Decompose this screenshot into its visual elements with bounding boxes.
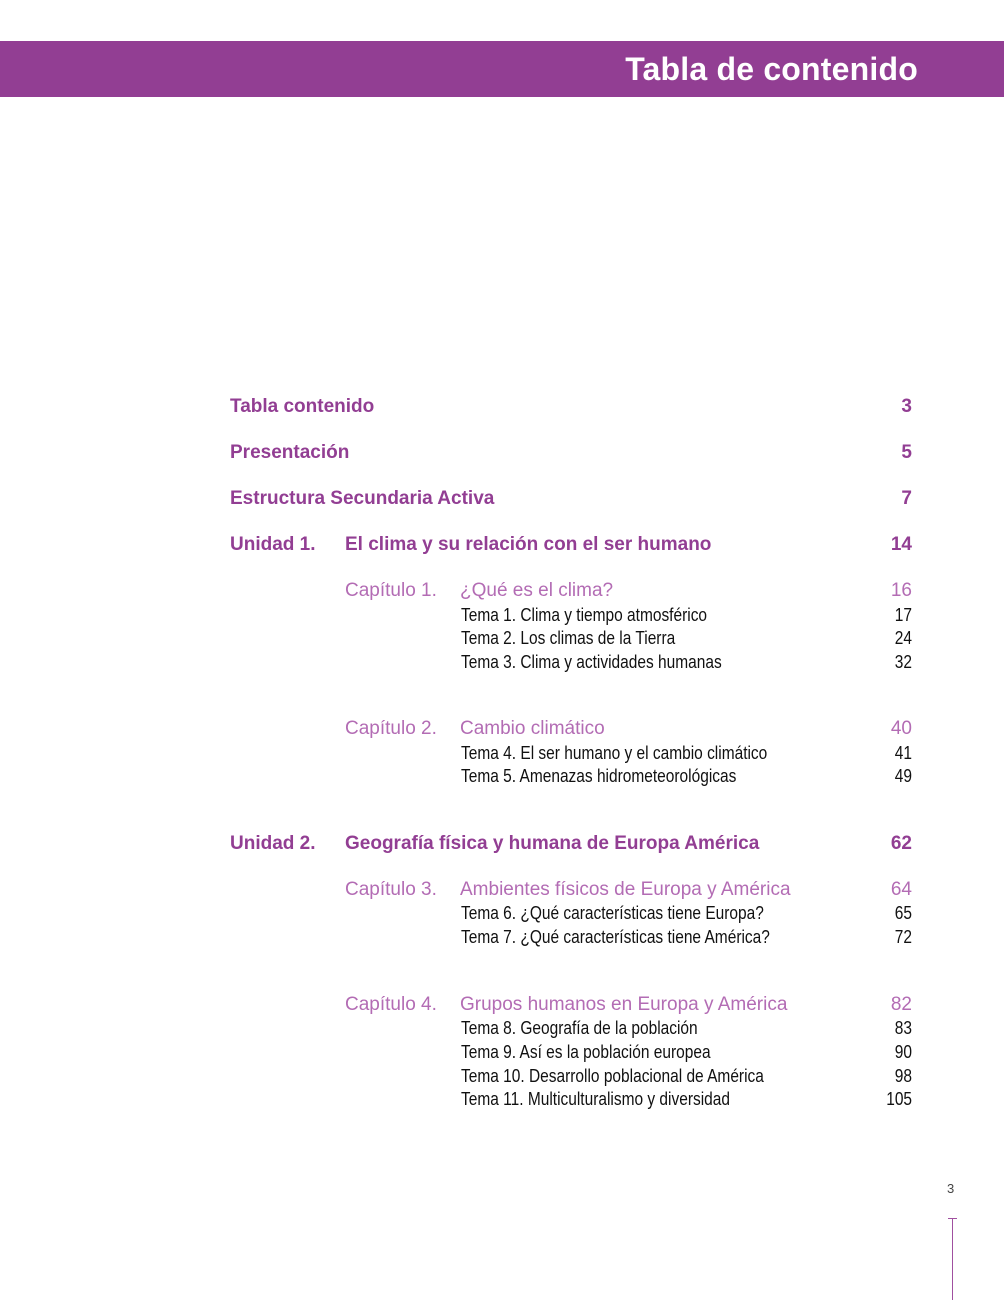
toc-entry-estructura[interactable] xyxy=(0,486,1004,512)
page-title: Tabla de contenido xyxy=(625,51,918,87)
topic-page: 98 xyxy=(894,1066,912,1086)
toc-chapter-1[interactable] xyxy=(0,578,1004,604)
chapter-title: ¿Qué es el clima? xyxy=(460,580,614,601)
chapter-page: 64 xyxy=(890,879,912,900)
toc-topic-2[interactable] xyxy=(0,626,1004,650)
toc-entry-title: Presentación xyxy=(230,442,350,463)
toc-topic-4[interactable] xyxy=(0,741,1004,765)
chapter-title: Ambientes físicos de Europa y América xyxy=(460,879,791,900)
toc-chapter-3[interactable] xyxy=(0,877,1004,903)
topic-title: Tema 6. ¿Qué características tiene Europa? xyxy=(461,903,764,923)
toc-entry-page: 5 xyxy=(901,442,912,463)
topic-title: Tema 10. Desarrollo poblacional de América xyxy=(461,1066,764,1086)
chapter-title: Cambio climático xyxy=(460,718,605,739)
topic-title: Tema 1. Clima y tiempo atmosférico xyxy=(461,605,708,625)
toc-entry-tabla-contenido[interactable] xyxy=(0,394,1004,420)
topic-page: 105 xyxy=(886,1089,912,1109)
topic-page: 49 xyxy=(894,766,912,786)
topic-title: Tema 11. Multiculturalismo y diversidad xyxy=(461,1089,731,1109)
toc-topic-5[interactable] xyxy=(0,764,1004,788)
toc-chapter-2[interactable] xyxy=(0,716,1004,742)
topic-title: Tema 9. Así es la población europea xyxy=(461,1042,711,1062)
chapter-title: Grupos humanos en Europa y América xyxy=(460,994,788,1015)
toc-unit-2[interactable] xyxy=(0,831,1004,857)
toc-entry-title: Tabla contenido xyxy=(230,396,375,417)
topic-title: Tema 5. Amenazas hidrometeorológicas xyxy=(461,766,737,786)
toc-topic-9[interactable] xyxy=(0,1040,1004,1064)
unit-title: Geografía física y humana de Europa América xyxy=(345,833,760,854)
topic-page: 24 xyxy=(894,628,912,648)
topic-page: 65 xyxy=(894,903,912,923)
topic-page: 72 xyxy=(894,927,912,947)
toc-topic-11[interactable] xyxy=(0,1087,1004,1111)
toc-entry-title: Estructura Secundaria Activa xyxy=(230,488,495,509)
unit-page: 14 xyxy=(890,534,912,555)
chapter-label: Capítulo 4. xyxy=(345,994,437,1015)
toc-chapter-4[interactable] xyxy=(0,992,1004,1018)
unit-page: 62 xyxy=(890,833,912,854)
toc-entry-page: 7 xyxy=(901,488,912,509)
toc-entry-presentacion[interactable] xyxy=(0,440,1004,466)
topic-page: 90 xyxy=(894,1042,912,1062)
toc-topic-7[interactable] xyxy=(0,925,1004,949)
toc-topic-10[interactable] xyxy=(0,1064,1004,1088)
unit-label: Unidad 2. xyxy=(230,833,316,854)
topic-page: 32 xyxy=(894,652,912,672)
toc-unit-1[interactable] xyxy=(0,532,1004,558)
topic-title: Tema 2. Los climas de la Tierra xyxy=(461,628,676,648)
topic-title: Tema 7. ¿Qué características tiene América? xyxy=(461,927,770,947)
topic-title: Tema 8. Geografía de la población xyxy=(461,1018,698,1038)
topic-title: Tema 3. Clima y actividades humanas xyxy=(461,652,722,672)
toc-entry-page: 3 xyxy=(901,396,912,417)
topic-page: 17 xyxy=(894,605,912,625)
topic-page: 41 xyxy=(894,743,912,763)
page-number: 3 xyxy=(947,1181,955,1196)
topic-page: 83 xyxy=(894,1018,912,1038)
margin-line xyxy=(952,1218,953,1300)
topic-title: Tema 4. El ser humano y el cambio climático xyxy=(461,743,768,763)
toc-topic-3[interactable] xyxy=(0,650,1004,674)
chapter-label: Capítulo 1. xyxy=(345,580,437,601)
chapter-label: Capítulo 3. xyxy=(345,879,437,900)
chapter-page: 16 xyxy=(890,580,912,601)
toc-topic-6[interactable] xyxy=(0,901,1004,925)
chapter-label: Capítulo 2. xyxy=(345,718,437,739)
chapter-page: 82 xyxy=(890,994,912,1015)
unit-label: Unidad 1. xyxy=(230,534,316,555)
toc-topic-8[interactable] xyxy=(0,1016,1004,1040)
toc-topic-1[interactable] xyxy=(0,603,1004,627)
chapter-page: 40 xyxy=(890,718,912,739)
unit-title: El clima y su relación con el ser humano xyxy=(345,534,712,555)
